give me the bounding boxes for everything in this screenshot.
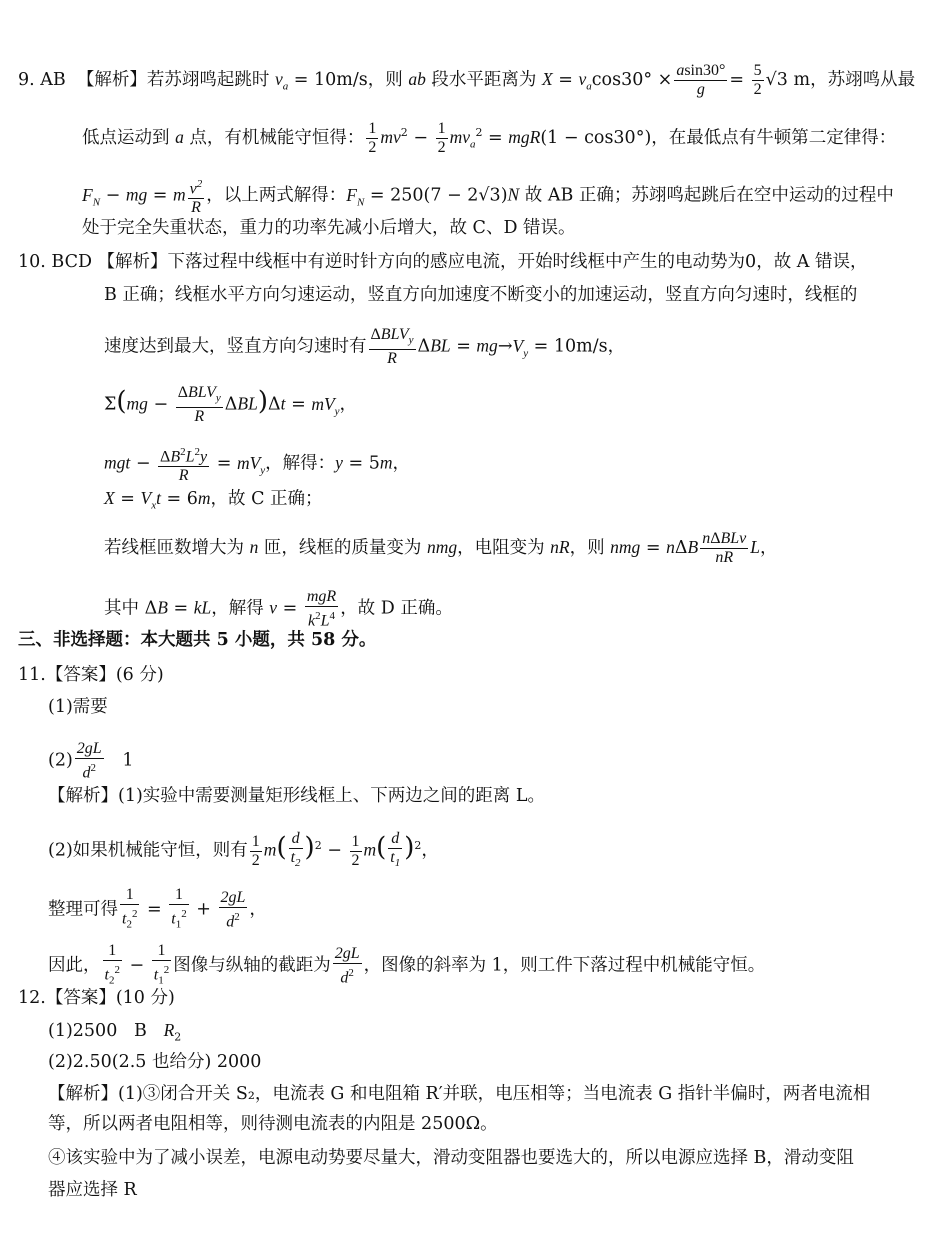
section-heading: 三、非选择题：本大题共 5 小题，共 58 分。 — [18, 630, 377, 650]
q10-line-5: mgt − $\frac{\Delta B^2L^2y}{R}$ = $mV_y$，解得：y = 5m， — [104, 443, 410, 485]
q10-line-7: 若线框匝数增大为 n 匝，线框的质量变为 nmg，电阻变为 nR，则 nmg = nΔB $\frac{\text{nΔBLv}}{nR}$ L， — [104, 530, 778, 566]
q11-analysis-1: 【解析】(1)实验中需要测量矩形线框上、下两边之间的距离 L。 — [48, 786, 545, 806]
q10-line-3: 速度达到最大，竖直方向匀速时有 $\frac{\Delta BLV_y}{R}$ $\Delta BL = mg\to V_y = 10m/s$， — [104, 326, 626, 368]
q12-answer-2: (2)2.50(2.5 也给分) 2000 — [48, 1052, 262, 1072]
q12-answer-heading: 12.【答案】(10 分) — [18, 988, 175, 1008]
q10-line-1: 10. BCD 【解析】下落过程中线框中有逆时针方向的感应电流，开始时线框中产生的电动势为0，故 A 错误， — [18, 252, 868, 272]
q9-line-2: 低点运动到 a 点，有机械能守恒得： $\frac{1}{2}$ $mv^2$ − $\frac{1}{2}$ $mv_a^2 = mgR(1 - \cos 30^\circ)$，在最低点有牛顿第二定律得： — [82, 120, 897, 156]
q12-analysis-2: 等，所以两者电阻相等，则待测电流表的内阻是 2500Ω。 — [48, 1114, 498, 1134]
q9-line-3: $F_N$ − mg = m $\frac{v^2}{R}$ ，以上两式解得：$F_N = 250(7 - 2√3)N$ 故 AB 正确；苏翊鸣起跳后在空中运动的过程中 — [82, 175, 894, 217]
q9-line-1: 9. AB 【解析】若苏翊鸣起跳时 $v_a = 10m/s$，则 ab 段水平距离为 $X = v_a\cos 30^\circ$ × $\frac{asin30^\circ}{g}$ = $\frac{5}{2}$ √3 m，苏翊鸣从最 — [18, 62, 916, 98]
q11-answer-1: (1)需要 — [48, 697, 108, 717]
q11-answer-heading: 11.【答案】(6 分) — [18, 665, 164, 685]
q11-answer-2: (2) $\frac{2gL}{d^2}$ 1 — [48, 740, 134, 782]
q11-analysis-2: (2)如果机械能守恒，则有 $\frac{1}{2}$ m( $\frac{d}{t_2}$ )$^2$ − $\frac{1}{2}$ m( $\frac{d}{t_1}$ )$^2$， — [48, 830, 439, 870]
q11-analysis-4: 因此， $\frac{1}{t_2^2}$ − $\frac{1}{t_1^2}$ 图像与纵轴的截距为 $\frac{2gL}{d^2}$ ，图像的斜率为 1，则工件下落过程中机械能守恒。 — [48, 942, 766, 987]
q9-line-4: 处于完全失重状态，重力的功率先减小后增大，故 C、D 错误。 — [82, 218, 576, 238]
q10-line-2: B 正确；线框水平方向匀速运动，竖直方向加速度不断变小的加速运动，竖直方向匀速时，线框的 — [104, 285, 858, 305]
q12-analysis-3: ④该实验中为了减小误差，电源电动势要尽量大，滑动变阻器也要选大的，所以电源应选择 B，滑动变阻 — [48, 1148, 854, 1168]
q12-answer-1: (1)2500 B $R_2$ — [48, 1020, 182, 1044]
q12-analysis-4: 器应选择 R — [48, 1180, 137, 1200]
q10-line-6: $X = V_xt = 6m$，故 C 正确； — [104, 488, 323, 512]
q10-line-4: Σ(mg − $\frac{\Delta BLV_y}{R}$ $\Delta BL)\Delta t = mV_y$， — [104, 384, 358, 426]
q12-analysis-1: 【解析】(1)③闭合开关 S₂，电流表 G 和电阻箱 R′并联，电压相等；当电流表 G 指针半偏时，两者电流相 — [48, 1084, 871, 1104]
q11-analysis-3: 整理可得 $\frac{1}{t_2^2}$ = $\frac{1}{t_1^2}$ + $\frac{2gL}{d^2}$ ， — [48, 886, 267, 931]
q10-line-8: 其中 ΔB = kL，解得 v = $\frac{\text{mgR}}{k^2L^4}$ ，故 D 正确。 — [104, 588, 453, 630]
